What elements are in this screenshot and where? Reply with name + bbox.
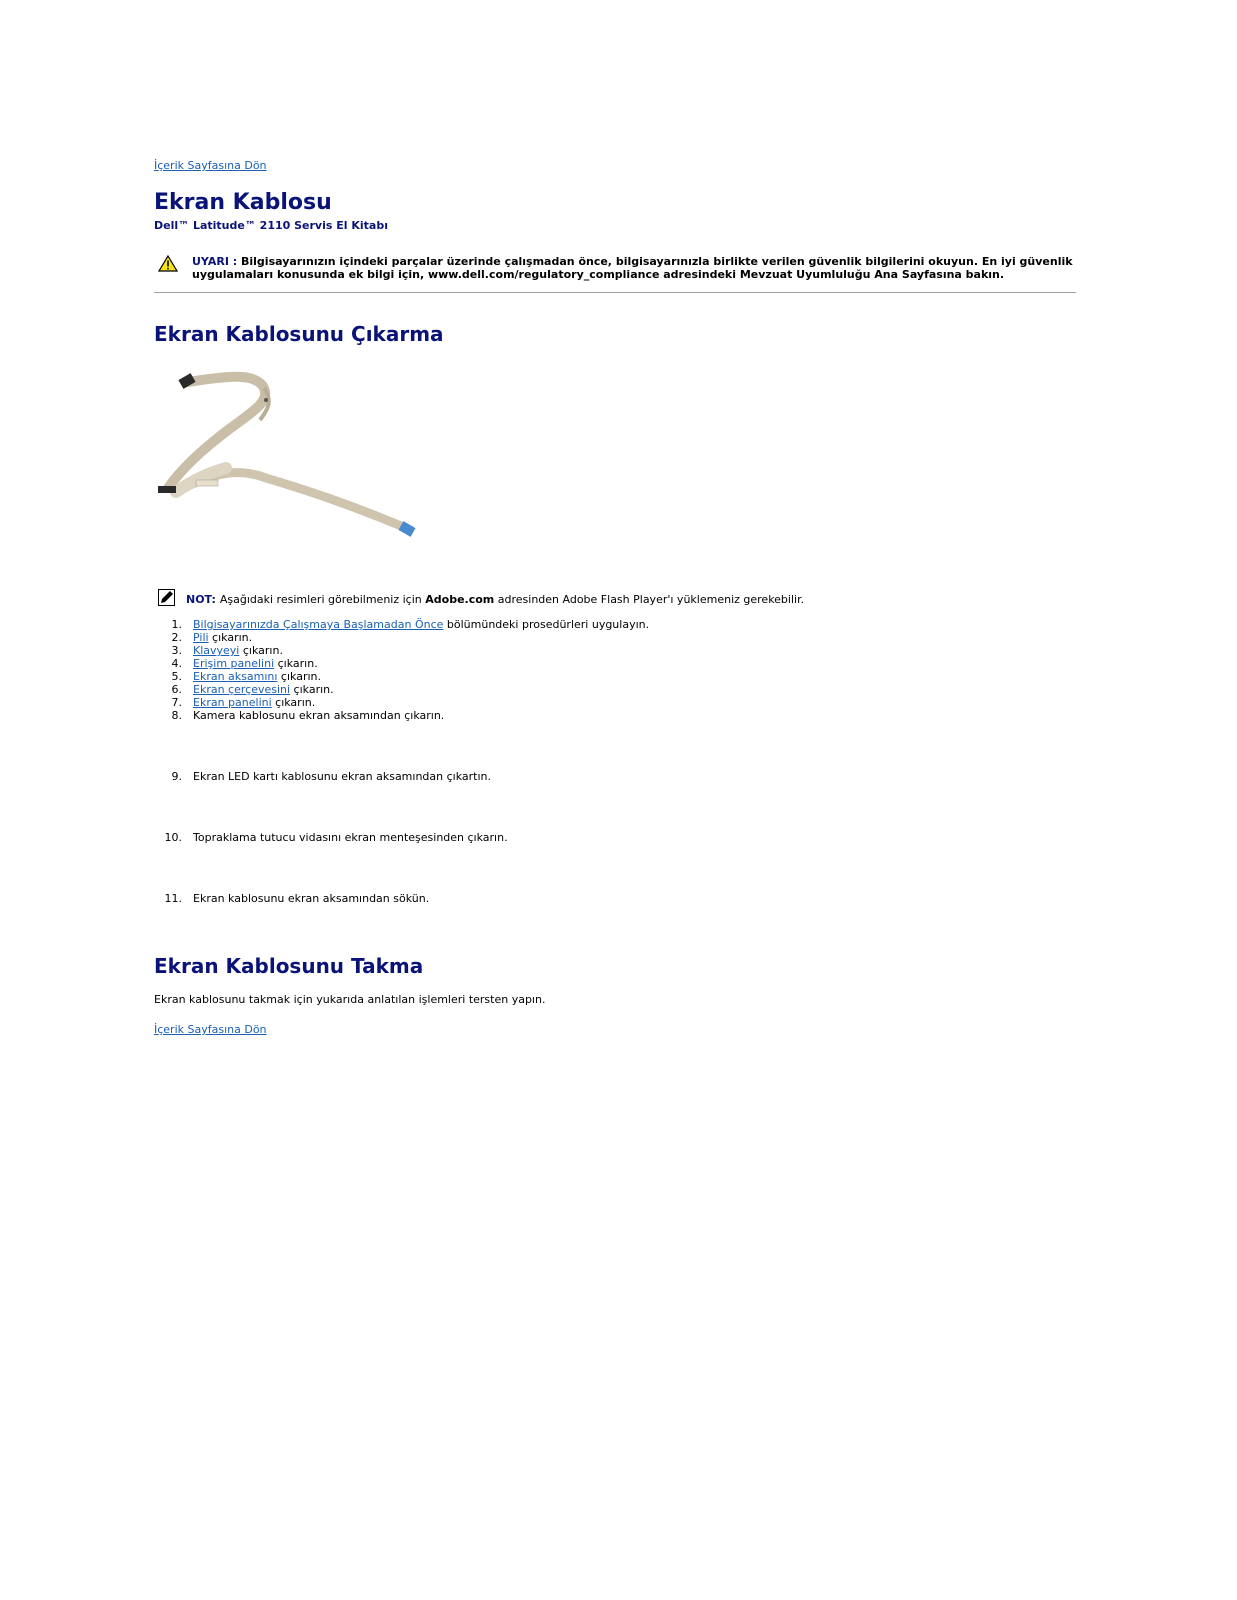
step-number: 5. bbox=[171, 670, 182, 683]
step-text: çıkarın. bbox=[239, 644, 283, 657]
step-text: Topraklama tutucu vidasını ekran menteşesinden çıkarın. bbox=[193, 831, 508, 844]
list-item bbox=[154, 770, 491, 783]
step-text: çıkarın. bbox=[290, 683, 334, 696]
step-text: Ekran kablosunu ekran aksamından sökün. bbox=[193, 892, 430, 905]
step-link[interactable]: Pili bbox=[193, 631, 209, 644]
warning-label: UYARI : bbox=[192, 255, 238, 268]
back-to-contents-link-top[interactable]: İçerik Sayfasına Dön bbox=[154, 159, 267, 172]
step-number: 2. bbox=[171, 631, 182, 644]
step-number: 4. bbox=[171, 657, 182, 670]
step-link[interactable]: Klavyeyi bbox=[193, 644, 240, 657]
step-number: 9. bbox=[171, 770, 182, 783]
note-text-after: adresinden Adobe Flash Player'ı yüklemeniz gerekebilir. bbox=[497, 592, 805, 606]
warning-triangle-icon bbox=[154, 255, 192, 281]
list-item bbox=[154, 683, 334, 696]
step-number: 8. bbox=[171, 709, 182, 722]
list-item bbox=[154, 644, 283, 657]
warning-text-block bbox=[192, 255, 1076, 281]
list-item bbox=[154, 696, 315, 709]
manual-subtitle: Dell™ Latitude™ 2110 Servis El Kitabı bbox=[154, 219, 388, 232]
step-number: 1. bbox=[171, 618, 182, 631]
warning-box bbox=[154, 255, 1076, 281]
section-divider bbox=[154, 292, 1076, 293]
step-link[interactable]: Erişim panelini bbox=[193, 657, 275, 670]
removal-heading: Ekran Kablosunu Çıkarma bbox=[154, 322, 444, 346]
list-item bbox=[154, 618, 649, 631]
step-text: çıkarın. bbox=[271, 696, 316, 709]
step-link[interactable]: Ekran çerçevesini bbox=[193, 683, 291, 696]
list-item bbox=[154, 631, 252, 644]
step-text: Ekran LED kartı kablosunu ekran aksamından çıkartın. bbox=[193, 770, 491, 783]
list-item bbox=[154, 709, 444, 722]
list-item bbox=[154, 670, 321, 683]
display-cable-image bbox=[156, 368, 426, 557]
page-title: Ekran Kablosu bbox=[154, 190, 332, 215]
list-item bbox=[154, 892, 429, 905]
step-text: Kamera kablosunu ekran aksamından çıkarın. bbox=[193, 709, 445, 722]
warning-text: Bilgisayarınızın içindeki parçalar üzerinde çalışmadan önce, bilgisayarınızla birlikte verilen güvenlik bilgilerini okuyun. En iyi güvenlik uygulamaları konusunda ek bilgi için, www.dell.com/regulatory_compliance adresindeki Mevzuat Uyumluluğu Ana Sayfasına bakın. bbox=[192, 255, 1073, 281]
install-instruction: Ekran kablosunu takmak için yukarıda anlatılan işlemleri tersten yapın. bbox=[154, 993, 546, 1006]
step-number: 6. bbox=[171, 683, 182, 696]
step-number: 10. bbox=[164, 831, 182, 844]
step-text: çıkarın. bbox=[208, 631, 253, 644]
step-number: 7. bbox=[171, 696, 182, 709]
step-link[interactable]: Bilgisayarınızda Çalışmaya Başlamadan Önce bbox=[193, 618, 444, 631]
note-text-before: Aşağıdaki resimleri görebilmeniz için bbox=[219, 592, 422, 606]
list-item bbox=[154, 657, 318, 670]
back-to-contents-link-bottom[interactable]: İçerik Sayfasına Dön bbox=[154, 1023, 267, 1036]
note-bold-site: Adobe.com bbox=[425, 592, 495, 606]
step-number: 3. bbox=[171, 644, 182, 657]
step-link[interactable]: Ekran aksamını bbox=[193, 670, 278, 683]
note-pencil-icon bbox=[154, 589, 186, 609]
note-label: NOT: bbox=[186, 592, 216, 606]
install-heading: Ekran Kablosunu Takma bbox=[154, 954, 424, 978]
step-link[interactable]: Ekran panelini bbox=[193, 696, 272, 709]
step-text: çıkarın. bbox=[277, 670, 322, 683]
step-text: çıkarın. bbox=[274, 657, 318, 670]
note-box bbox=[154, 589, 804, 609]
step-text: bölümündeki prosedürleri uygulayın. bbox=[443, 618, 650, 631]
list-item bbox=[154, 831, 508, 844]
step-number: 11. bbox=[164, 892, 182, 905]
